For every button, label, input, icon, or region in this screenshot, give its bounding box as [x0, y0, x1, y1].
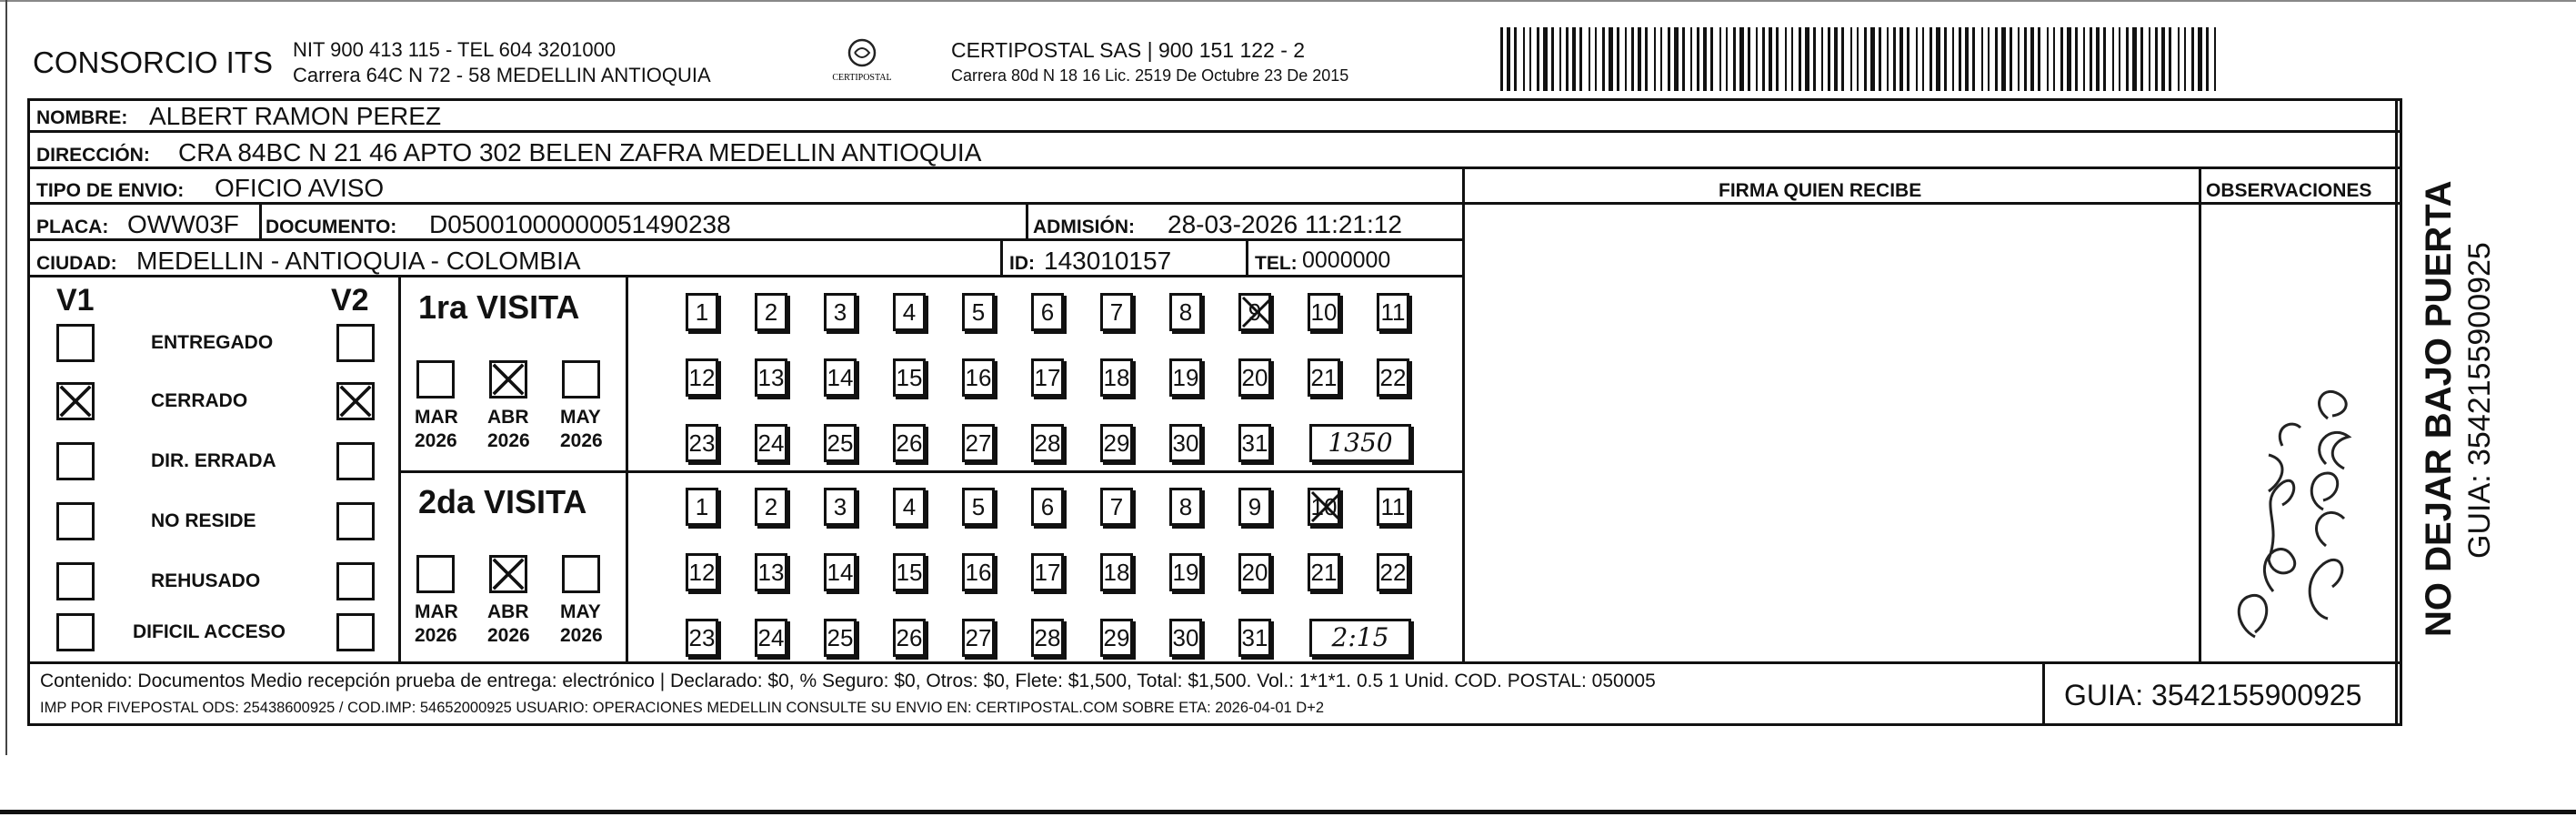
- logo-text: CERTIPOSTAL: [832, 73, 892, 83]
- barcode-bar: [1566, 27, 1569, 91]
- day-box[interactable]: 28: [1031, 619, 1064, 657]
- barcode-bar: [1733, 27, 1736, 91]
- day-box[interactable]: 5: [962, 488, 995, 526]
- day-box[interactable]: 2: [755, 293, 787, 331]
- barcode-bar: [1776, 27, 1779, 91]
- month-checkbox[interactable]: [416, 360, 455, 398]
- barcode-bar: [1981, 27, 1983, 91]
- barcode-bar: [1697, 27, 1699, 91]
- day-box[interactable]: 23: [686, 619, 718, 657]
- v2-checkbox[interactable]: [336, 442, 375, 480]
- day-box[interactable]: 17: [1031, 358, 1064, 397]
- time-box[interactable]: 2:15: [1309, 619, 1411, 657]
- month-label: MAR: [415, 407, 458, 428]
- day-box[interactable]: 11: [1377, 488, 1409, 526]
- barcode-bar: [1879, 27, 1881, 91]
- day-box[interactable]: 8: [1169, 488, 1202, 526]
- barcode-bar: [2018, 27, 2020, 91]
- row-line: [27, 202, 2402, 205]
- barcode-bar: [2010, 27, 2012, 91]
- v2-checkbox[interactable]: [336, 562, 375, 600]
- documento-value: D05001000000051490238: [429, 210, 731, 238]
- handwriting-icon: [2219, 218, 2373, 655]
- barcode-bar: [1893, 27, 1896, 91]
- col-line: [2199, 166, 2201, 662]
- placa-value: OWW03F: [127, 210, 239, 238]
- barcode-bar: [1887, 27, 1889, 91]
- top-scan-line: [0, 0, 2576, 2]
- barcode-bar: [1769, 27, 1772, 91]
- barcode-bar: [1959, 27, 1961, 91]
- day-box[interactable]: 10: [1308, 293, 1340, 331]
- documento-label: DOCUMENTO:: [266, 217, 397, 237]
- barcode-bar: [1850, 27, 1852, 91]
- year-label: 2026: [560, 625, 603, 646]
- day-box[interactable]: 24: [755, 424, 787, 462]
- row-line: [27, 275, 1464, 277]
- day-box[interactable]: 30: [1169, 424, 1202, 462]
- id-label: ID:: [1009, 253, 1035, 274]
- barcode-bar: [1668, 27, 1670, 91]
- barcode-bar: [2112, 27, 2114, 91]
- barcode-bar: [1579, 27, 1582, 91]
- day-box[interactable]: 6: [1031, 488, 1064, 526]
- barcode-bar: [2047, 27, 2049, 91]
- barcode-bar: [1529, 27, 1531, 91]
- ciudad-value: MEDELLIN - ANTIOQUIA - COLOMBIA: [136, 247, 581, 275]
- day-box[interactable]: 29: [1100, 619, 1133, 657]
- col-line: [1246, 238, 1248, 275]
- barcode-bar: [2067, 27, 2071, 91]
- barcode-bar: [1625, 27, 1627, 91]
- barcode-bar: [1710, 27, 1713, 91]
- barcode-bar: [2053, 27, 2055, 91]
- barcode-bar: [1870, 27, 1875, 91]
- logo-icon: [832, 35, 892, 89]
- v2-label: V2: [331, 283, 369, 318]
- barcode-bar: [1813, 27, 1816, 91]
- barcode-bar: [1805, 27, 1809, 91]
- day-box[interactable]: 21: [1308, 553, 1340, 591]
- col-line: [2395, 98, 2398, 726]
- barcode-bar: [1682, 27, 1685, 91]
- month-label: ABR: [487, 407, 529, 428]
- barcode-bar: [2184, 27, 2186, 91]
- day-cross-mark: [1241, 296, 1278, 332]
- day-box[interactable]: 31: [1238, 424, 1271, 462]
- month-checkbox[interactable]: [489, 555, 527, 593]
- barcode-bar: [2214, 27, 2216, 91]
- col-line: [1026, 202, 1028, 238]
- day-box[interactable]: 30: [1169, 619, 1202, 657]
- barcode-bar: [1965, 27, 1969, 91]
- barcode-bar: [1972, 27, 1975, 91]
- barcode-bar: [2149, 27, 2150, 91]
- day-box[interactable]: 20: [1238, 358, 1271, 397]
- day-box[interactable]: 28: [1031, 424, 1064, 462]
- status-label: ENTREGADO: [151, 332, 274, 353]
- admision-value: 28-03-2026 11:21:12: [1168, 210, 1402, 238]
- barcode-bar: [2060, 27, 2063, 91]
- day-box[interactable]: 17: [1031, 553, 1064, 591]
- barcode-bar: [1922, 27, 1924, 91]
- day-box[interactable]: 15: [893, 358, 926, 397]
- day-box[interactable]: 7: [1100, 488, 1133, 526]
- day-box[interactable]: 24: [755, 619, 787, 657]
- row-line: [398, 470, 1464, 473]
- month-label: MAY: [560, 407, 601, 428]
- barcode-bar: [2132, 27, 2137, 91]
- day-box[interactable]: 10: [1308, 488, 1340, 526]
- barcode-bar: [1572, 27, 1576, 91]
- day-box[interactable]: 16: [962, 553, 995, 591]
- admision-label: ADMISIÓN:: [1033, 217, 1135, 237]
- barcode-bar: [1507, 27, 1510, 91]
- company-address: Carrera 64C N 72 - 58 MEDELLIN ANTIOQUIA: [293, 64, 711, 86]
- barcode-bar: [1523, 27, 1525, 91]
- barcode-bar: [2178, 27, 2180, 91]
- row-line: [27, 661, 2402, 664]
- month-checkbox[interactable]: [489, 360, 527, 398]
- visit-title: 2da VISITA: [418, 483, 587, 520]
- direccion-value: CRA 84BC N 21 46 APTO 302 BELEN ZAFRA MEDELLIN ANTIOQUIA: [178, 138, 982, 166]
- day-box[interactable]: 25: [824, 424, 857, 462]
- day-box[interactable]: 14: [824, 553, 857, 591]
- day-cross-mark: [1310, 490, 1347, 527]
- day-box[interactable]: 22: [1377, 358, 1409, 397]
- day-box[interactable]: 8: [1169, 293, 1202, 331]
- barcode-bar: [2155, 27, 2158, 91]
- side-warning: NO DEJAR BAJO PUERTA: [2419, 180, 2459, 637]
- barcode-bar: [1638, 27, 1641, 91]
- footer-line2: IMP POR FIVEPOSTAL ODS: 25438600925 / COD.IMP: 54652000925 USUARIO: OPERACIONES MEDELLIN CONSULTE SU ENVIO EN: CERTIPOSTAL.COM SOBRE ETA: 2026-04-01 D+2: [40, 700, 1325, 716]
- barcode-bar: [1864, 27, 1867, 91]
- barcode-bar: [1748, 27, 1750, 91]
- day-box[interactable]: 27: [962, 424, 995, 462]
- month-checkbox[interactable]: [562, 555, 600, 593]
- status-label: DIR. ERRADA: [151, 450, 276, 471]
- side-guia: GUIA: 3542155900925: [2462, 242, 2497, 559]
- day-box[interactable]: 7: [1100, 293, 1133, 331]
- day-box[interactable]: 29: [1100, 424, 1133, 462]
- day-box[interactable]: 4: [893, 293, 926, 331]
- day-box[interactable]: 5: [962, 293, 995, 331]
- month-label: ABR: [487, 601, 529, 622]
- barcode-bar: [1654, 27, 1656, 91]
- certipostal-logo: [832, 35, 892, 89]
- v1-checkbox[interactable]: [56, 382, 95, 420]
- barcode-bar: [2030, 27, 2034, 91]
- day-box[interactable]: 9: [1238, 293, 1271, 331]
- barcode-bar: [1899, 27, 1903, 91]
- barcode-bar: [1791, 27, 1793, 91]
- footer-guia: GUIA: 3542155900925: [2064, 679, 2362, 711]
- month-label: MAY: [560, 601, 601, 622]
- barcode-bar: [2169, 27, 2171, 91]
- time-box[interactable]: 1350: [1309, 424, 1411, 462]
- id-value: 143010157: [1044, 247, 1172, 275]
- col-line: [398, 275, 401, 661]
- company-name: CONSORCIO ITS: [33, 45, 274, 79]
- row-line: [27, 130, 2402, 133]
- day-box[interactable]: 14: [824, 358, 857, 397]
- barcode-bar: [1828, 27, 1830, 91]
- day-box[interactable]: 23: [686, 424, 718, 462]
- barcode-bar: [2140, 27, 2143, 91]
- day-box[interactable]: 21: [1308, 358, 1340, 397]
- observaciones-signature: [2219, 218, 2373, 655]
- row-line: [27, 238, 1464, 241]
- day-box[interactable]: 12: [686, 553, 718, 591]
- barcode-bar: [1929, 27, 1932, 91]
- barcode-bar: [2103, 27, 2106, 91]
- month-checkbox[interactable]: [562, 360, 600, 398]
- v1-checkbox[interactable]: [56, 562, 95, 600]
- day-box[interactable]: 18: [1100, 553, 1133, 591]
- bottom-edge-line: [0, 810, 2576, 814]
- v1-checkbox[interactable]: [56, 613, 95, 651]
- barcode-bar: [1944, 27, 1947, 91]
- col-line: [1000, 238, 1003, 275]
- year-label: 2026: [487, 430, 530, 451]
- barcode-bar: [1995, 27, 1998, 91]
- tipo-value: OFICIO AVISO: [215, 174, 385, 202]
- company-nit: NIT 900 413 115 - TEL 604 3201000: [293, 38, 616, 61]
- barcode-bar: [1857, 27, 1859, 91]
- barcode-bar: [1500, 27, 1503, 91]
- day-box[interactable]: 19: [1169, 358, 1202, 397]
- carrier-address: Carrera 80d N 18 16 Lic. 2519 De Octubre 23 De 2015: [951, 66, 1349, 85]
- barcode-bar: [1841, 27, 1844, 91]
- day-box[interactable]: 31: [1238, 619, 1271, 657]
- year-label: 2026: [415, 625, 457, 646]
- v2-checkbox[interactable]: [336, 382, 375, 420]
- v1-checkbox[interactable]: [56, 442, 95, 480]
- day-box[interactable]: 1: [686, 488, 718, 526]
- day-box[interactable]: 13: [755, 358, 787, 397]
- carrier-line: CERTIPOSTAL SAS | 900 151 122 - 2: [951, 38, 1306, 62]
- day-box[interactable]: 3: [824, 293, 857, 331]
- barcode-bar: [1756, 27, 1758, 91]
- tel-label: TEL:: [1255, 253, 1298, 274]
- barcode-bar: [1799, 27, 1801, 91]
- barcode-bar: [1936, 27, 1940, 91]
- barcode-bar: [2075, 27, 2078, 91]
- nombre-label: NOMBRE:: [36, 107, 128, 128]
- barcode-bar: [2083, 27, 2085, 91]
- year-label: 2026: [560, 430, 603, 451]
- day-box[interactable]: 26: [893, 619, 926, 657]
- status-label: NO RESIDE: [151, 510, 256, 531]
- barcode-bar: [1589, 27, 1590, 91]
- month-label: MAR: [415, 601, 458, 622]
- observaciones-label: OBSERVACIONES: [2206, 180, 2372, 201]
- day-box[interactable]: 25: [824, 619, 857, 657]
- firma-label: FIRMA QUIEN RECIBE: [1719, 180, 1922, 201]
- barcode-bar: [2001, 27, 2006, 91]
- barcode-bar: [2191, 27, 2194, 91]
- day-box[interactable]: 20: [1238, 553, 1271, 591]
- day-box[interactable]: 12: [686, 358, 718, 397]
- barcode: [1500, 27, 2224, 91]
- nombre-value: ALBERT RAMON PEREZ: [149, 102, 442, 130]
- col-line: [1462, 166, 1465, 662]
- day-box[interactable]: 26: [893, 424, 926, 462]
- row-line: [27, 166, 2402, 169]
- v2-checkbox[interactable]: [336, 613, 375, 651]
- barcode-bar: [1907, 27, 1909, 91]
- v2-checkbox[interactable]: [336, 324, 375, 362]
- barcode-bar: [1988, 27, 1990, 91]
- year-label: 2026: [487, 625, 530, 646]
- barcode-bar: [1834, 27, 1838, 91]
- day-box[interactable]: 6: [1031, 293, 1064, 331]
- left-edge-line: [5, 0, 7, 755]
- day-box[interactable]: 9: [1238, 488, 1271, 526]
- day-box[interactable]: 13: [755, 553, 787, 591]
- status-label: REHUSADO: [151, 570, 261, 591]
- barcode-bar: [1595, 27, 1597, 91]
- barcode-bar: [1645, 27, 1648, 91]
- barcode-bar: [1551, 27, 1554, 91]
- status-label: DIFICIL ACCESO: [133, 621, 286, 642]
- barcode-bar: [2038, 27, 2040, 91]
- footer-line1: Contenido: Documentos Medio recepción prueba de entrega: electrónico | Declarado: $0, % Seguro: $0, Otros: $0, Flete: $1,500, Total: $1,500. Vol.: 1*1*1. 0.5 1 Unid. COD. POSTAL: 050005: [40, 671, 1656, 691]
- barcode-bar: [2198, 27, 2202, 91]
- col-line: [2042, 661, 2045, 726]
- barcode-bar: [2024, 27, 2027, 91]
- barcode-bar: [1952, 27, 1954, 91]
- year-label: 2026: [415, 430, 457, 451]
- day-box[interactable]: 19: [1169, 553, 1202, 591]
- barcode-bar: [1537, 27, 1539, 91]
- day-box[interactable]: 4: [893, 488, 926, 526]
- tel-value: 0000000: [1302, 247, 1391, 273]
- barcode-bar: [1739, 27, 1744, 91]
- day-box[interactable]: 27: [962, 619, 995, 657]
- barcode-bar: [1719, 27, 1721, 91]
- barcode-bar: [1785, 27, 1787, 91]
- day-box[interactable]: 2: [755, 488, 787, 526]
- barcode-bar: [1726, 27, 1728, 91]
- barcode-bar: [1660, 27, 1662, 91]
- barcode-bar: [1762, 27, 1765, 91]
- placa-label: PLACA:: [36, 217, 109, 237]
- tipo-label: TIPO DE ENVIO:: [36, 180, 185, 201]
- barcode-bar: [1821, 27, 1823, 91]
- v1-label: V1: [56, 283, 95, 318]
- barcode-bar: [2206, 27, 2209, 91]
- barcode-bar: [1703, 27, 1707, 91]
- barcode-bar: [1617, 27, 1619, 91]
- barcode-bar: [2096, 27, 2100, 91]
- col-line: [259, 202, 262, 238]
- barcode-bar: [1609, 27, 1613, 91]
- barcode-bar: [2119, 27, 2120, 91]
- barcode-bar: [2090, 27, 2092, 91]
- v1-checkbox[interactable]: [56, 324, 95, 362]
- col-line: [626, 275, 628, 661]
- barcode-bar: [1674, 27, 1679, 91]
- barcode-bar: [1602, 27, 1605, 91]
- barcode-bar: [2126, 27, 2129, 91]
- barcode-bar: [1559, 27, 1561, 91]
- day-box[interactable]: 16: [962, 358, 995, 397]
- visit-title: 1ra VISITA: [418, 288, 580, 326]
- barcode-bar: [1916, 27, 1918, 91]
- status-label: CERRADO: [151, 390, 248, 411]
- day-box[interactable]: 18: [1100, 358, 1133, 397]
- day-box[interactable]: 22: [1377, 553, 1409, 591]
- ciudad-label: CIUDAD:: [36, 253, 117, 274]
- day-box[interactable]: 3: [824, 488, 857, 526]
- barcode-bar: [2161, 27, 2165, 91]
- direccion-label: DIRECCIÓN:: [36, 145, 150, 166]
- barcode-bar: [1543, 27, 1548, 91]
- v2-checkbox[interactable]: [336, 502, 375, 540]
- day-box[interactable]: 15: [893, 553, 926, 591]
- barcode-bar: [1690, 27, 1692, 91]
- barcode-bar: [1514, 27, 1517, 91]
- day-box[interactable]: 1: [686, 293, 718, 331]
- day-box[interactable]: 11: [1377, 293, 1409, 331]
- month-checkbox[interactable]: [416, 555, 455, 593]
- v1-checkbox[interactable]: [56, 502, 95, 540]
- barcode-bar: [1631, 27, 1634, 91]
